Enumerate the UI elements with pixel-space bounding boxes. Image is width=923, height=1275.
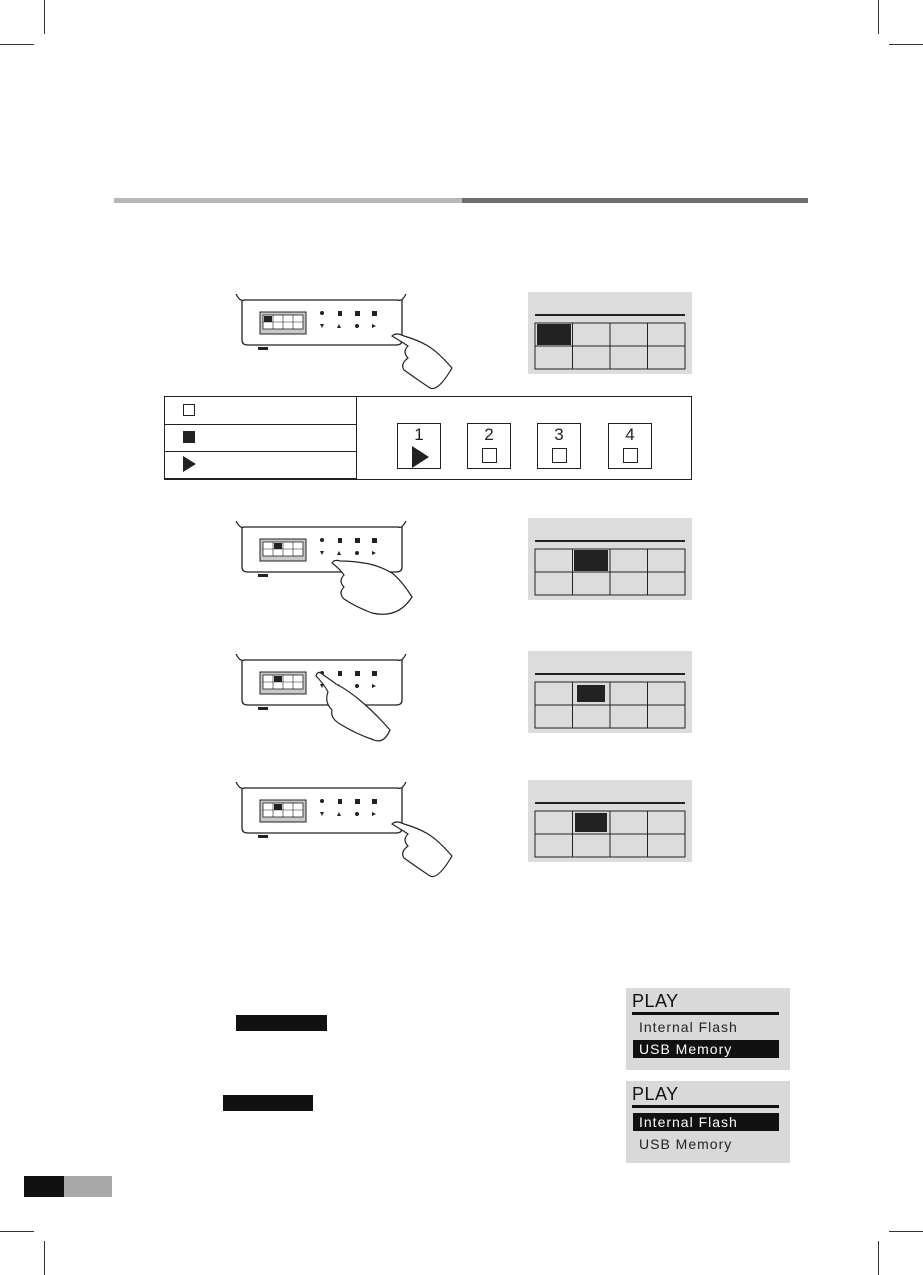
menu-title: PLAY <box>632 1084 679 1104</box>
slot-screen <box>528 518 692 600</box>
empty-square-icon <box>482 448 497 463</box>
legend-row-play <box>165 451 356 479</box>
menu-divider <box>632 1105 779 1108</box>
crop-mark <box>44 1241 45 1275</box>
crop-mark <box>0 1231 34 1232</box>
menu-divider <box>632 1012 779 1015</box>
menu-item-usb-memory[interactable]: USB Memory <box>639 1136 733 1152</box>
device-with-finger-icon <box>232 778 472 883</box>
crop-mark <box>889 1231 923 1232</box>
slot-box-2 <box>467 423 511 469</box>
empty-square-icon <box>552 448 567 463</box>
play-menu-internal <box>626 1081 790 1163</box>
menu-title: PLAY <box>632 991 679 1011</box>
highlight-label <box>223 1095 313 1111</box>
page-tab-dark <box>24 1176 64 1197</box>
device-illustration <box>232 778 472 883</box>
device-illustration <box>232 650 472 755</box>
slot-screen <box>528 651 692 733</box>
crop-mark <box>878 0 879 34</box>
header-bar-light <box>114 198 462 203</box>
device-illustration <box>232 290 472 395</box>
slot-number: 3 <box>554 425 564 444</box>
page-tab-light <box>64 1176 112 1197</box>
crop-mark <box>0 44 34 45</box>
slot-box-4 <box>608 423 652 469</box>
header-bar-dark <box>462 198 808 203</box>
slot-box-1 <box>397 423 441 469</box>
menu-item-usb-memory[interactable]: USB Memory <box>633 1040 779 1058</box>
crop-mark <box>44 0 45 34</box>
play-menu-usb <box>626 988 790 1070</box>
play-triangle-icon <box>412 446 429 468</box>
device-with-finger-icon <box>232 517 472 622</box>
play-triangle-icon <box>183 456 196 472</box>
slot-grid-icon <box>528 292 692 374</box>
legend-row-empty <box>165 397 356 425</box>
filled-square-icon <box>183 431 195 443</box>
device-with-finger-icon <box>232 290 472 395</box>
slot-screen <box>528 292 692 374</box>
highlight-label <box>236 1015 327 1031</box>
legend-divider <box>356 397 357 479</box>
crop-mark <box>889 44 923 45</box>
slot-grid-icon <box>528 780 692 862</box>
slot-grid-icon <box>528 651 692 733</box>
menu-item-internal-flash[interactable]: Internal Flash <box>639 1019 738 1035</box>
menu-item-internal-flash[interactable]: Internal Flash <box>633 1113 779 1131</box>
slot-number: 4 <box>625 425 635 444</box>
empty-square-icon <box>183 404 195 416</box>
crop-mark <box>878 1241 879 1275</box>
slot-number: 2 <box>484 425 494 444</box>
device-with-finger-icon <box>232 650 472 755</box>
slot-screen <box>528 780 692 862</box>
legend-row-filled <box>165 424 356 452</box>
slot-box-3 <box>537 423 581 469</box>
slot-number: 1 <box>414 425 424 444</box>
slot-state-legend <box>164 396 692 480</box>
device-illustration <box>232 517 472 622</box>
slot-grid-icon <box>528 518 692 600</box>
empty-square-icon <box>623 448 638 463</box>
